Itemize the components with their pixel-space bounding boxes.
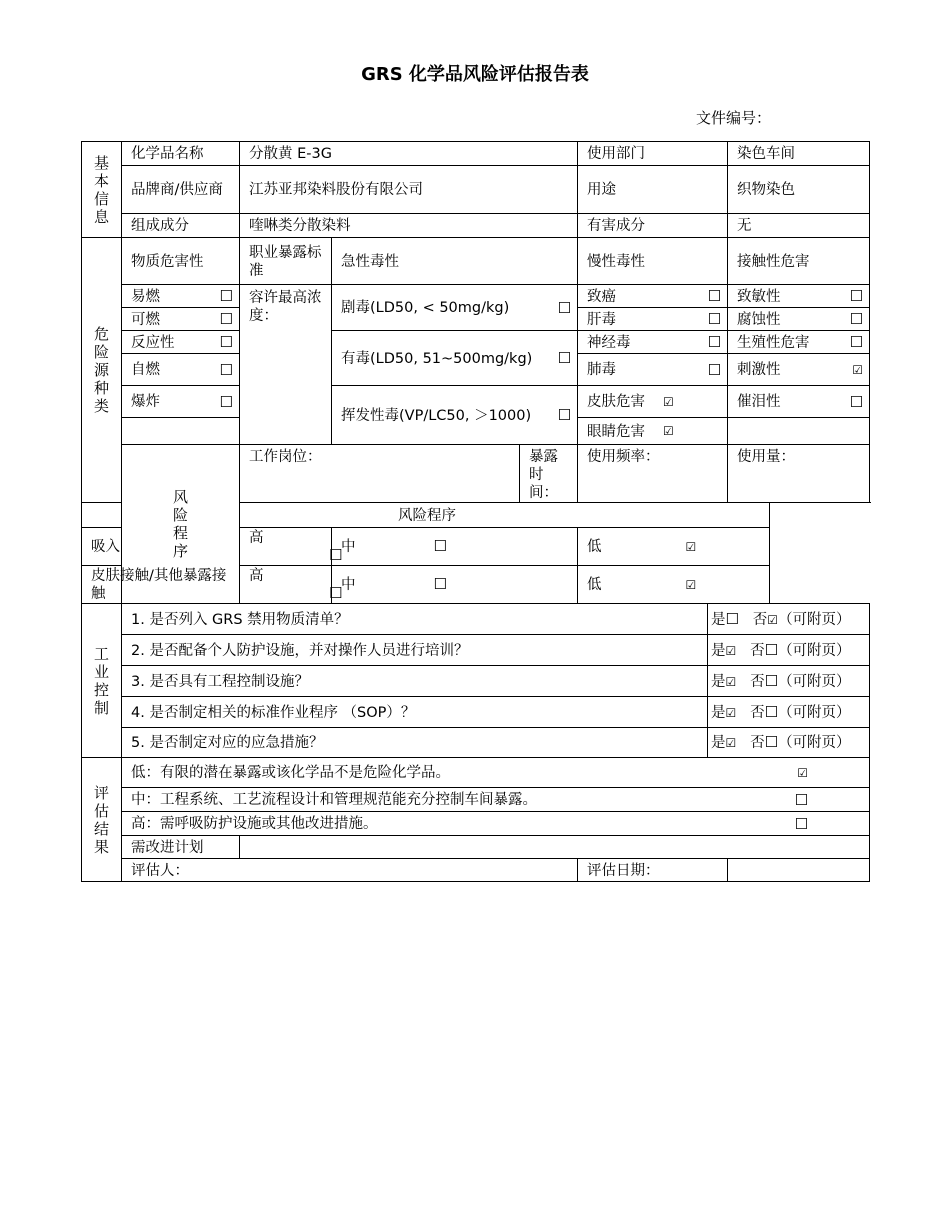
checkbox-unchecked[interactable]: ☐ [219, 287, 233, 305]
header-occupational-exposure: 职业暴露标准 [240, 238, 332, 285]
checkbox-unchecked[interactable]: ☐ [433, 537, 447, 555]
checkbox-unchecked[interactable]: ☐ [849, 287, 864, 305]
control-answer-2: 是☑ 否☐（可附页） [708, 635, 870, 666]
checkbox-checked[interactable]: ☑ [797, 765, 809, 780]
usage-value: 织物染色 [728, 166, 870, 214]
assessor-field: 评估人： [122, 859, 578, 882]
improvement-plan-field[interactable] [240, 836, 870, 859]
exposure-limit: 容许最高浓度： [240, 285, 332, 445]
chronic-carcinogenic: 致癌 ☐ [578, 285, 728, 308]
control-question-5: 5. 是否制定对应的应急措施？ [122, 728, 708, 758]
risk-assessment-form [81, 141, 870, 882]
checkbox-unchecked[interactable]: ☐ [725, 609, 739, 628]
checkbox-checked[interactable]: ☑ [725, 643, 737, 658]
usage-frequency-field: 使用频率： [578, 445, 728, 503]
risk-inhalation-high: 高☐ [240, 528, 332, 566]
checkbox-unchecked[interactable]: ☐ [219, 360, 233, 379]
contact-irritant: 刺激性 ☑ [728, 354, 870, 386]
risk-inhalation-mid: 中 ☐ [332, 528, 578, 566]
checkbox-unchecked[interactable]: ☐ [219, 392, 233, 411]
hazardous-component-label: 有害成分 [578, 214, 728, 238]
checkbox-unchecked[interactable]: ☐ [707, 287, 722, 305]
risk-skin-contact-mid: 中 ☐ [332, 566, 578, 604]
header-contact-hazard: 接触性危害 [728, 238, 870, 285]
contact-corrosive: 腐蚀性 ☐ [728, 308, 870, 331]
chronic-pulmonary: 肺毒 ☐ [578, 354, 728, 386]
checkbox-unchecked[interactable]: ☐ [557, 406, 572, 424]
risk-skin-contact-low: 低 ☑ [578, 566, 770, 604]
checkbox-unchecked[interactable]: ☐ [557, 349, 572, 367]
checkbox-unchecked[interactable]: ☐ [329, 546, 343, 564]
checkbox-unchecked[interactable]: ☐ [707, 310, 722, 328]
risk-row-inhalation-label: 吸入 [82, 528, 240, 566]
header-physical-hazard: 物质危害性 [122, 238, 240, 285]
checkbox-checked[interactable]: ☑ [685, 578, 697, 592]
checkbox-checked[interactable]: ☑ [663, 424, 674, 438]
physical-hazard-combustible: 可燃 ☐ [122, 308, 240, 331]
assessment-date-field[interactable] [728, 859, 870, 882]
control-question-1: 1. 是否列入 GRS 禁用物质清单？ [122, 604, 708, 635]
improvement-plan-label: 需改进计划 [122, 836, 240, 859]
composition-value: 喹啉类分散染料 [240, 214, 578, 238]
assessment-date-label: 评估日期： [578, 859, 728, 882]
department-value: 染色车间 [728, 142, 870, 166]
control-answer-4: 是☑ 否☐（可附页） [708, 697, 870, 728]
department-label: 使用部门 [578, 142, 728, 166]
checkbox-checked[interactable]: ☑ [725, 736, 737, 750]
section-industrial-control: 工 业 控 制 [82, 604, 122, 758]
result-option-high: 高：需呼吸防护设施或其他改进措施。 ☐ [122, 812, 870, 836]
checkbox-unchecked[interactable]: ☐ [849, 310, 864, 328]
checkbox-unchecked[interactable]: ☐ [764, 671, 779, 690]
contact-blank [728, 418, 870, 445]
risk-procedure-header: 风险程序 [82, 503, 770, 528]
result-option-low: 低：有限的潜在暴露或该化学品不是危险化学品。 ☑ [122, 758, 870, 788]
physical-hazard-blank [122, 418, 240, 445]
checkbox-unchecked[interactable]: ☐ [557, 298, 572, 317]
contact-reproductive: 生殖性危害 ☐ [728, 331, 870, 354]
section-assessment-result: 评 估 结 果 [82, 758, 122, 882]
checkbox-checked[interactable]: ☑ [725, 674, 737, 689]
control-question-3: 3. 是否具有工程控制设施？ [122, 666, 708, 697]
work-post-field: 工作岗位： [240, 445, 520, 503]
header-acute-toxicity: 急性毒性 [332, 238, 578, 285]
acute-highly-toxic: 剧毒(LD50, < 50mg/kg) ☐ [332, 285, 578, 331]
checkbox-unchecked[interactable]: ☐ [764, 640, 779, 659]
physical-hazard-flammable: 易燃 ☐ [122, 285, 240, 308]
exposure-time-field: 暴露时间： [520, 445, 578, 503]
chronic-hepatotoxic: 肝毒 ☐ [578, 308, 728, 331]
control-answer-5: 是☑ 否☐（可附页） [708, 728, 870, 758]
header-chronic-toxicity: 慢性毒性 [578, 238, 728, 285]
acute-toxic: 有毒(LD50, 51~500mg/kg) ☐ [332, 331, 578, 386]
acute-volatile-toxic: 挥发性毒(VP/LC50, ＞1000) ☐ [332, 386, 578, 445]
checkbox-checked[interactable]: ☑ [767, 612, 779, 627]
section-risk-procedure: 风 险 程 序 [122, 445, 240, 604]
chemical-name-value: 分散黄 E-3G [240, 142, 578, 166]
checkbox-unchecked[interactable]: ☐ [794, 790, 809, 809]
supplier-value: 江苏亚邦染料股份有限公司 [240, 166, 578, 214]
physical-hazard-reactive: 反应性 ☐ [122, 331, 240, 354]
risk-inhalation-low: 低 ☑ [578, 528, 770, 566]
usage-label: 用途 [578, 166, 728, 214]
checkbox-unchecked[interactable]: ☐ [329, 584, 343, 602]
checkbox-unchecked[interactable]: ☐ [764, 702, 779, 721]
checkbox-unchecked[interactable]: ☐ [219, 333, 233, 351]
chronic-neurotoxic: 神经毒 ☐ [578, 331, 728, 354]
checkbox-checked[interactable]: ☑ [725, 705, 737, 720]
usage-amount-field: 使用量： [728, 445, 870, 503]
chronic-eye-hazard: 眼睛危害 ☑ [578, 418, 728, 445]
checkbox-checked[interactable]: ☑ [663, 394, 674, 409]
checkbox-unchecked[interactable]: ☐ [849, 333, 864, 351]
chemical-name-label: 化学品名称 [122, 142, 240, 166]
physical-hazard-explosive: 爆炸 ☐ [122, 386, 240, 418]
composition-label: 组成成分 [122, 214, 240, 238]
contact-lachrymatory: 催泪性 ☐ [728, 386, 870, 418]
control-question-2: 2. 是否配备个人防护设施，并对操作人员进行培训？ [122, 635, 708, 666]
physical-hazard-autoignition: 自燃 ☐ [122, 354, 240, 386]
checkbox-unchecked[interactable]: ☐ [707, 360, 722, 379]
checkbox-unchecked[interactable]: ☐ [707, 333, 722, 351]
result-option-medium: 中：工程系统、工艺流程设计和管理规范能充分控制车间暴露。 ☐ [122, 788, 870, 812]
section-basic-info: 基 本 信 息 [82, 142, 122, 238]
chronic-skin-hazard: 皮肤危害 ☑ [578, 386, 728, 418]
checkbox-unchecked[interactable]: ☐ [219, 310, 233, 328]
checkbox-checked[interactable]: ☑ [852, 362, 864, 377]
checkbox-unchecked[interactable]: ☐ [849, 392, 864, 411]
checkbox-unchecked[interactable]: ☐ [433, 575, 447, 593]
control-answer-1: 是☐ 否☑（可附页） [708, 604, 870, 635]
risk-skin-contact-high: 高☐ [240, 566, 332, 604]
contact-sensitizing: 致敏性 ☐ [728, 285, 870, 308]
document-number-label: 文件编号： [696, 109, 772, 127]
checkbox-unchecked[interactable]: ☐ [794, 814, 809, 833]
section-hazard-types: 危 险 源 种 类 [82, 238, 122, 503]
checkbox-unchecked[interactable]: ☐ [764, 733, 779, 751]
page-title: GRS 化学品风险评估报告表 [361, 64, 589, 85]
control-answer-3: 是☑ 否☐（可附页） [708, 666, 870, 697]
hazardous-component-value: 无 [728, 214, 870, 238]
control-question-4: 4. 是否制定相关的标准作业程序 （SOP）？ [122, 697, 708, 728]
supplier-label: 品牌商/供应商 [122, 166, 240, 214]
risk-row-skin-contact-label: 皮肤接触/其他暴露接触 [82, 566, 240, 604]
checkbox-checked[interactable]: ☑ [685, 540, 697, 554]
